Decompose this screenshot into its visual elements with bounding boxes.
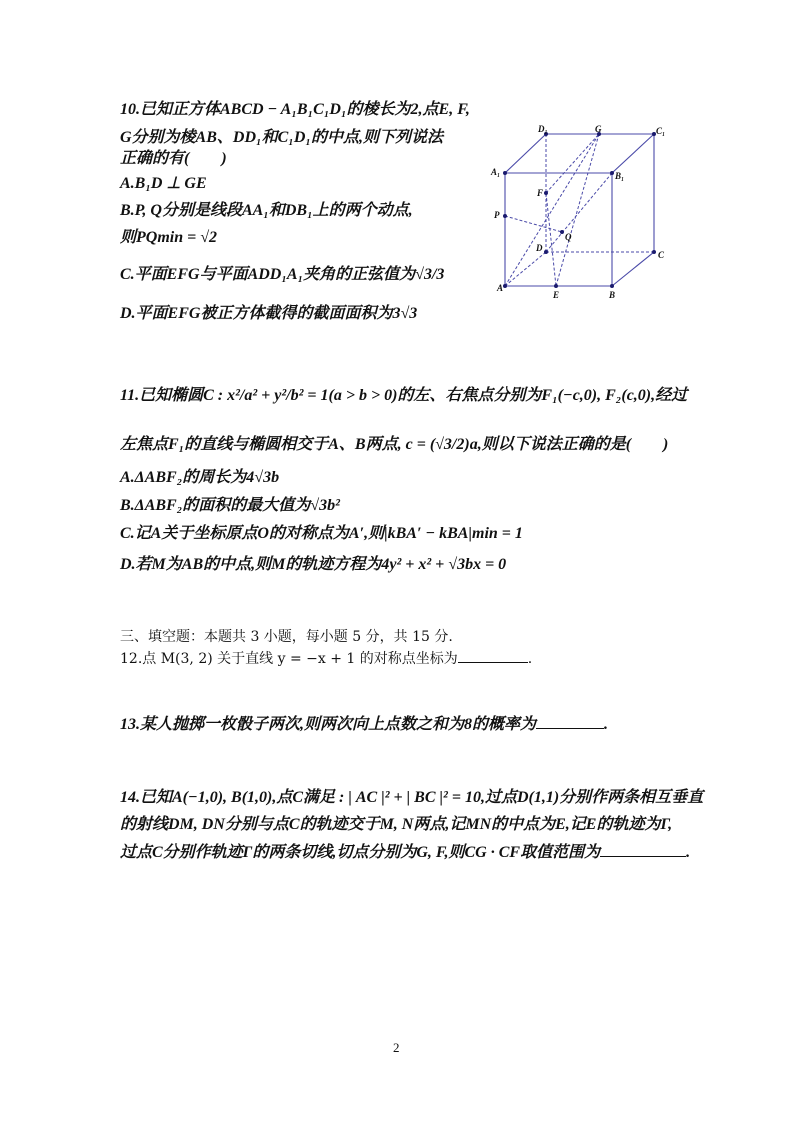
q10-option-d: D.平面EFG被正方体截得的截面面积为3√3 (120, 305, 418, 322)
q10-option-c: C.平面EFG与平面ADD₁A₁夹角的正弦值为√3/3 (120, 266, 445, 283)
label-a: A (497, 283, 504, 293)
q10-option-b-cont: 则PQmin = √2 (120, 229, 218, 246)
q11-option-d: D.若M为AB的中点,则M的轨迹方程为4y² + x² + √3bx = 0 (120, 556, 507, 573)
q13-answer-blank (536, 714, 604, 729)
q12 (120, 648, 532, 669)
q14-line-3 (120, 842, 690, 863)
label-b: B (609, 290, 616, 300)
label-p: P (494, 210, 500, 220)
q10-line-2: G分别为棱AB、DD₁和C₁D₁的中点,则下列说法 (120, 129, 443, 146)
q13-period: . (604, 716, 609, 733)
q11-option-c: C.记A关于坐标原点O的对称点为A′,则|kBA′ − kBA|min = 1 (120, 525, 523, 542)
label-a1: A₁ (491, 167, 501, 177)
q13-text: 13.某人抛掷一枚骰子两次,则两次向上点数之和为8的概率为 (120, 716, 537, 733)
label-g: G (595, 124, 602, 134)
q14-line-2: 的射线DM, DN分别与点C的轨迹交于M, N两点,记MN的中点为E,记E的轨迹为Γ, (120, 816, 673, 833)
q10-option-b: B.P, Q分别是线段AA₁和DB₁上的两个动点, (120, 202, 413, 219)
q14-answer-blank (600, 842, 686, 857)
label-q: Q (565, 232, 572, 242)
q12-period: . (527, 651, 533, 667)
q13 (120, 714, 608, 735)
q12-text: 12.点 M(3, 2) 关于直线 y = −x + 1 的对称点坐标为 (120, 651, 458, 667)
q12-answer-blank (458, 648, 528, 663)
q11-option-b: B.ΔABF₂的面积的最大值为√3b² (120, 497, 340, 514)
label-d1: D₁ (538, 124, 548, 134)
q14-text: 过点C分别作轨迹Γ的两条切线,切点分别为G, F,则CG · CF取值范围为 (120, 844, 601, 861)
q10-option-a: A.B₁D ⊥ GE (120, 175, 207, 192)
q14-period: . (686, 844, 691, 861)
q14-line-1: 14.已知A(−1,0), B(1,0),点C满足 : | AC |² + | BC |² = 10,过点D(1,1)分别作两条相互垂直 (120, 789, 704, 806)
q10-line-3: 正确的有( ) (120, 150, 227, 167)
label-b1: B₁ (615, 171, 625, 181)
label-e: E (553, 290, 560, 300)
q11-line-1: 11.已知椭圆C : x²/a² + y²/b² = 1(a > b > 0)的左、右焦点分别为F₁(−c,0), F₂(c,0),经过 (120, 387, 688, 404)
label-c1: C₁ (656, 126, 666, 136)
q10-line-1: 10.已知正方体ABCD − A₁B₁C₁D₁的棱长为2,点E, F, (120, 101, 470, 118)
q11-option-a: A.ΔABF₂的周长为4√3b (120, 469, 280, 486)
q11-line-2: 左焦点F₁的直线与椭圆相交于A、B两点, c = (√3/2)a,则以下说法正确的是( ) (120, 436, 669, 453)
section3-header: 三、填空题：本题共 3 小题，每小题 5 分，共 15 分. (120, 629, 453, 645)
page-number: 2 (393, 1040, 400, 1055)
cube-figure (488, 122, 678, 302)
label-f: F (537, 188, 544, 198)
label-c: C (658, 250, 665, 260)
label-d: D (536, 243, 543, 253)
